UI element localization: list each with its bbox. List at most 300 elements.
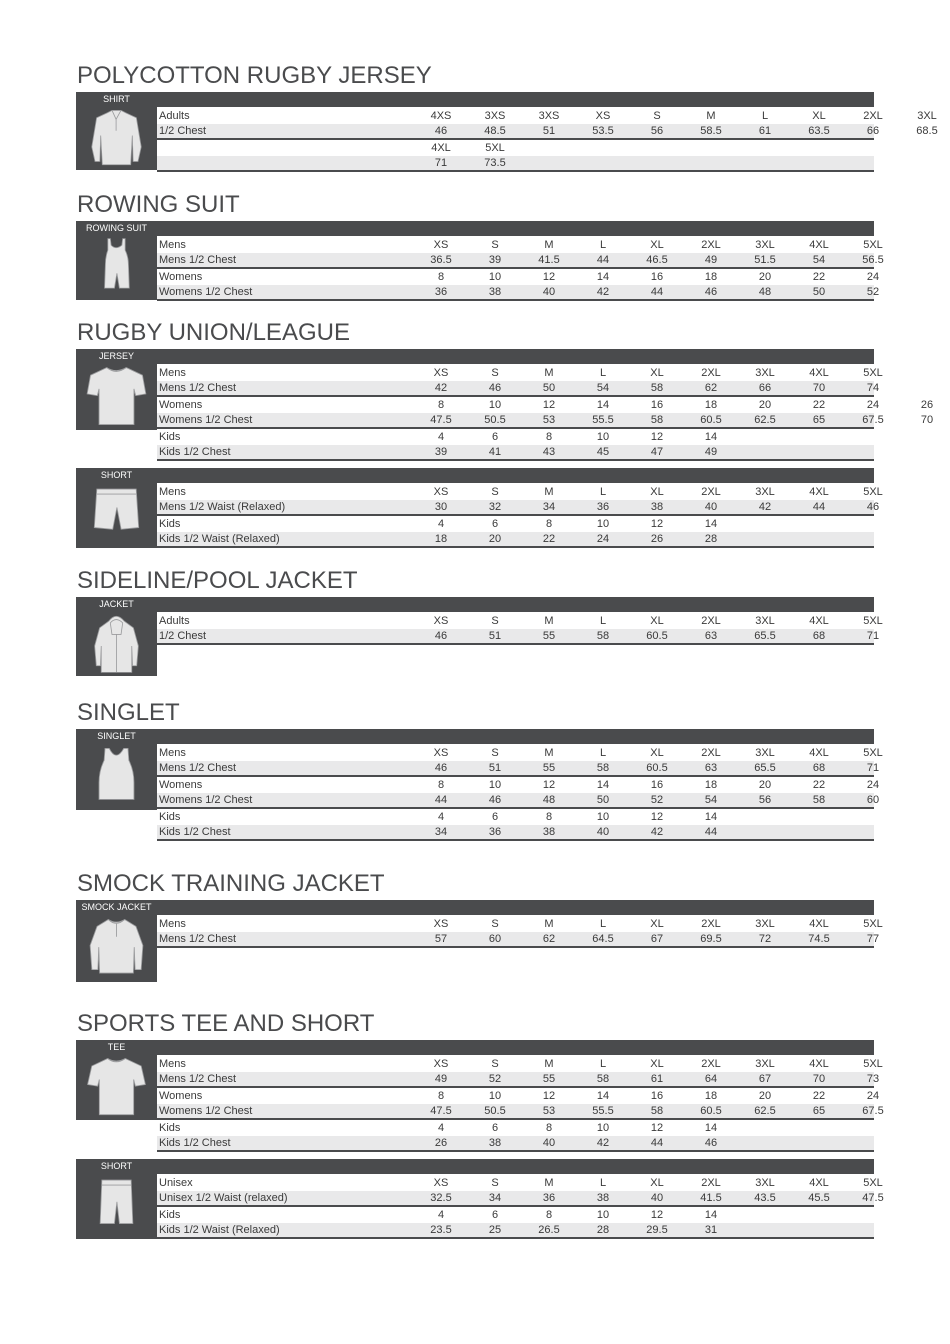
table-cell: 24	[866, 271, 880, 283]
row-label: Mens	[159, 486, 186, 498]
table-cell: 48	[542, 794, 556, 806]
row-label: Kids 1/2 Chest	[159, 446, 231, 458]
table-cell: 3XL	[755, 1058, 775, 1070]
table-cell: 12	[542, 779, 556, 791]
table-cell: 44	[650, 286, 664, 298]
table-cell: 56	[650, 125, 664, 137]
table-cell: 10	[488, 1090, 502, 1102]
garment-label: TEE	[107, 1042, 126, 1052]
table-row	[157, 500, 880, 516]
table-cell: 10	[488, 779, 502, 791]
table-cell: 2XL	[701, 747, 721, 759]
table-cell: 3XL	[755, 239, 775, 251]
table-cell: 18	[434, 533, 448, 545]
tee-shirt-icon	[79, 1056, 154, 1123]
row-label: Womens	[159, 399, 203, 411]
table-cell: 55	[542, 762, 556, 774]
table-cell: 36	[488, 826, 502, 838]
table-cell: 58	[812, 794, 826, 806]
table-cell: 5XL	[863, 239, 883, 251]
table-cell: 44	[650, 1137, 664, 1149]
row-label: Kids	[159, 811, 181, 823]
table-row	[157, 1088, 880, 1104]
table-cell: XS	[595, 110, 611, 122]
table-cell: 58	[596, 1073, 610, 1085]
table-cell: 51	[488, 762, 502, 774]
table-cell: 42	[434, 382, 448, 394]
table-cell: 50	[812, 286, 826, 298]
table-cell: 40	[542, 286, 556, 298]
garment-label: SHORT	[100, 1161, 133, 1171]
table-cell: XL	[650, 615, 664, 627]
section-title: RUGBY UNION/LEAGUE	[77, 319, 350, 346]
table-row	[157, 124, 938, 140]
table-cell: XS	[433, 367, 449, 379]
table-cell: 12	[542, 1090, 556, 1102]
table-cell: 44	[704, 826, 718, 838]
table-cell: 43.5	[754, 1192, 776, 1204]
row-label: Mens 1/2 Chest	[159, 933, 237, 945]
table-cell: 55.5	[592, 1105, 614, 1117]
table-cell: 3XL	[755, 1177, 775, 1189]
table-cell: 46.5	[646, 254, 668, 266]
table-cell: 68.5	[916, 125, 938, 137]
table-cell: 4	[437, 1209, 445, 1221]
row-label: Mens	[159, 239, 186, 251]
table-cell: 50	[596, 794, 610, 806]
table-cell: S	[491, 239, 499, 251]
table-cell: 5XL	[485, 142, 505, 154]
table-cell: 20	[488, 533, 502, 545]
table-cell: 2XL	[701, 1058, 721, 1070]
table-cell: 6	[491, 1122, 499, 1134]
table-cell: 34	[434, 826, 448, 838]
table-cell: 48	[758, 286, 772, 298]
garment-label: SHIRT	[103, 94, 130, 104]
table-cell: 4XL	[809, 1058, 829, 1070]
table-row	[157, 365, 883, 381]
row-label: 1/2 Chest	[159, 125, 207, 137]
table-row	[157, 1223, 874, 1239]
table-cell: 20	[758, 779, 772, 791]
table-row	[157, 429, 874, 445]
row-label: Kids	[159, 1209, 181, 1221]
table-cell: 56.5	[862, 254, 884, 266]
table-cell: 56	[758, 794, 772, 806]
table-row	[157, 484, 883, 500]
table-cell: 51	[542, 125, 556, 137]
table-cell: 14	[596, 399, 610, 411]
size-rows	[157, 613, 883, 645]
size-rows	[157, 745, 883, 841]
row-label: Kids 1/2 Waist (Relaxed)	[159, 533, 280, 545]
table-cell: 32.5	[430, 1192, 452, 1204]
table-cell: 12	[650, 431, 664, 443]
table-cell: 24	[866, 779, 880, 791]
row-label: Womens	[159, 779, 203, 791]
section-title: POLYCOTTON RUGBY JERSEY	[77, 62, 432, 89]
table-cell: L	[599, 239, 607, 251]
table-cell: 10	[488, 271, 502, 283]
table-row	[157, 809, 874, 825]
table-cell: XL	[650, 1177, 664, 1189]
table-cell: 46	[704, 286, 718, 298]
table-cell: 67.5	[862, 414, 884, 426]
table-cell: XL	[812, 110, 826, 122]
table-cell: XL	[650, 367, 664, 379]
table-cell: 6	[491, 518, 499, 530]
table-cell: S	[491, 367, 499, 379]
table-cell: 26	[650, 533, 664, 545]
table-cell: 47.5	[430, 1105, 452, 1117]
table-cell: 2XL	[701, 486, 721, 498]
table-cell: 12	[542, 399, 556, 411]
table-cell: 60.5	[700, 414, 722, 426]
table-cell: 12	[650, 518, 664, 530]
table-cell: 38	[488, 1137, 502, 1149]
table-cell: 65.5	[754, 630, 776, 642]
table-cell: S	[491, 918, 499, 930]
table-cell: 62.5	[754, 1105, 776, 1117]
table-cell: 4XS	[430, 110, 452, 122]
table-cell: 49	[704, 254, 718, 266]
table-row	[157, 613, 883, 629]
table-cell: 42	[650, 826, 664, 838]
table-cell: XS	[433, 1177, 449, 1189]
row-label: Mens 1/2 Chest	[159, 382, 237, 394]
rugby-jersey-icon	[79, 365, 154, 433]
table-cell: 65.5	[754, 762, 776, 774]
row-label: Mens 1/2 Waist (Relaxed)	[159, 501, 286, 513]
table-cell: 46	[488, 794, 502, 806]
table-cell: 22	[812, 779, 826, 791]
table-cell: 42	[596, 1137, 610, 1149]
table-row	[157, 156, 874, 172]
table-cell: 58	[650, 382, 664, 394]
table-cell: 65	[812, 1105, 826, 1117]
row-label: Adults	[159, 615, 190, 627]
table-cell: 12	[650, 811, 664, 823]
rowing-suit-icon	[79, 237, 154, 303]
section-title: SIDELINE/POOL JACKET	[77, 567, 358, 594]
table-cell: 66	[758, 382, 772, 394]
table-cell: 41.5	[538, 254, 560, 266]
table-cell: 31	[704, 1224, 718, 1236]
table-cell: 3XL	[755, 486, 775, 498]
table-cell: 14	[596, 271, 610, 283]
row-label: Womens 1/2 Chest	[159, 794, 253, 806]
table-header-bar	[76, 221, 874, 236]
table-cell: 46	[704, 1137, 718, 1149]
table-cell: 26	[920, 399, 934, 411]
table-cell: 4	[437, 518, 445, 530]
table-cell: 51.5	[754, 254, 776, 266]
table-cell: 20	[758, 271, 772, 283]
table-cell: 38	[542, 826, 556, 838]
table-row	[157, 445, 874, 461]
table-cell: 3XL	[755, 615, 775, 627]
table-cell: 29.5	[646, 1224, 668, 1236]
garment-panel	[76, 349, 157, 430]
table-cell: 71	[434, 157, 448, 169]
section-title: SINGLET	[77, 699, 180, 726]
row-label: Mens	[159, 367, 186, 379]
table-cell: 4XL	[809, 918, 829, 930]
table-row	[157, 1136, 874, 1152]
table-header-bar	[76, 900, 874, 915]
table-cell: XS	[433, 918, 449, 930]
table-cell: 2XL	[701, 367, 721, 379]
row-label: Kids 1/2 Chest	[159, 826, 231, 838]
table-row	[157, 1207, 874, 1223]
garment-panel	[76, 1040, 157, 1120]
table-cell: M	[544, 486, 554, 498]
table-cell: 73.5	[484, 157, 506, 169]
size-rows	[157, 916, 883, 948]
table-cell: 77	[866, 933, 880, 945]
table-header-bar	[76, 92, 874, 107]
table-cell: XS	[433, 615, 449, 627]
row-label: Adults	[159, 110, 190, 122]
table-cell: 38	[596, 1192, 610, 1204]
table-cell: L	[599, 486, 607, 498]
table-cell: 8	[437, 779, 445, 791]
table-cell: 28	[596, 1224, 610, 1236]
table-cell: L	[599, 1058, 607, 1070]
table-cell: 2XL	[701, 239, 721, 251]
table-cell: 5XL	[863, 918, 883, 930]
table-cell: 36	[596, 501, 610, 513]
table-header-bar	[76, 1040, 874, 1055]
table-cell: 26.5	[538, 1224, 560, 1236]
row-label: Kids 1/2 Waist (Relaxed)	[159, 1224, 280, 1236]
table-cell: 72	[758, 933, 772, 945]
table-cell: M	[544, 239, 554, 251]
table-cell: 36.5	[430, 254, 452, 266]
table-cell: 22	[542, 533, 556, 545]
table-cell: 63.5	[808, 125, 830, 137]
table-cell: 6	[491, 1209, 499, 1221]
table-cell: 18	[704, 779, 718, 791]
table-cell: 46	[434, 762, 448, 774]
table-cell: 23.5	[430, 1224, 452, 1236]
table-cell: M	[544, 1177, 554, 1189]
table-cell: 18	[704, 399, 718, 411]
table-cell: XS	[433, 1058, 449, 1070]
table-cell: 45.5	[808, 1192, 830, 1204]
table-cell: 65	[812, 414, 826, 426]
row-label: Womens	[159, 1090, 203, 1102]
table-cell: 41	[488, 446, 502, 458]
table-cell: 47	[650, 446, 664, 458]
table-cell: S	[653, 110, 661, 122]
table-cell: 51	[488, 630, 502, 642]
table-cell: 60.5	[700, 1105, 722, 1117]
table-cell: S	[491, 486, 499, 498]
row-label: Womens 1/2 Chest	[159, 1105, 253, 1117]
table-cell: 10	[596, 1122, 610, 1134]
table-row	[157, 381, 880, 397]
table-cell: 40	[542, 1137, 556, 1149]
table-row	[157, 1175, 883, 1191]
table-cell: 62	[542, 933, 556, 945]
table-cell: 60.5	[646, 762, 668, 774]
table-cell: L	[599, 918, 607, 930]
table-cell: 36	[542, 1192, 556, 1204]
table-cell: 14	[596, 779, 610, 791]
table-cell: S	[491, 615, 499, 627]
table-cell: 4XL	[809, 239, 829, 251]
table-cell: 62.5	[754, 414, 776, 426]
section-title: SPORTS TEE AND SHORT	[77, 1010, 375, 1037]
table-cell: 40	[704, 501, 718, 513]
table-row	[157, 253, 884, 269]
table-cell: 34	[542, 501, 556, 513]
table-cell: 16	[650, 1090, 664, 1102]
table-row	[157, 629, 880, 645]
smock-jacket-icon	[79, 916, 154, 985]
garment-panel	[76, 1159, 157, 1239]
table-row	[157, 1072, 880, 1088]
table-cell: 2XL	[701, 615, 721, 627]
table-cell: 58	[596, 762, 610, 774]
table-cell: 40	[650, 1192, 664, 1204]
table-row	[157, 932, 880, 948]
table-cell: 58	[596, 630, 610, 642]
table-row	[157, 397, 934, 413]
table-cell: 14	[704, 811, 718, 823]
table-cell: 46	[866, 501, 880, 513]
table-cell: 55	[542, 630, 556, 642]
table-row	[157, 1056, 883, 1072]
size-rows	[157, 108, 938, 172]
table-cell: 5XL	[863, 1177, 883, 1189]
table-row	[157, 269, 880, 285]
table-cell: 10	[596, 1209, 610, 1221]
table-row	[157, 1120, 874, 1136]
sports-short-icon	[79, 1175, 154, 1242]
table-row	[157, 285, 880, 301]
table-cell: 20	[758, 399, 772, 411]
row-label: Mens	[159, 918, 186, 930]
table-cell: 52	[866, 286, 880, 298]
table-cell: 68	[812, 630, 826, 642]
table-cell: 61	[758, 125, 772, 137]
table-cell: 34	[488, 1192, 502, 1204]
table-cell: 10	[596, 518, 610, 530]
table-cell: L	[599, 367, 607, 379]
size-rows	[157, 484, 883, 548]
table-cell: 8	[437, 1090, 445, 1102]
table-cell: 8	[545, 431, 553, 443]
table-cell: 54	[596, 382, 610, 394]
table-cell: 54	[812, 254, 826, 266]
table-cell: 53	[542, 1105, 556, 1117]
table-cell: 53.5	[592, 125, 614, 137]
table-cell: M	[544, 1058, 554, 1070]
table-cell: XL	[650, 747, 664, 759]
table-cell: 16	[650, 779, 664, 791]
table-cell: 44	[596, 254, 610, 266]
garment-label: JERSEY	[98, 351, 134, 361]
table-cell: 8	[545, 518, 553, 530]
table-cell: 3XL	[755, 747, 775, 759]
table-row	[157, 745, 883, 761]
table-cell: 25	[488, 1224, 502, 1236]
table-cell: L	[599, 615, 607, 627]
table-cell: 43	[542, 446, 556, 458]
table-cell: 14	[704, 1122, 718, 1134]
table-cell: 8	[545, 811, 553, 823]
row-label: Kids	[159, 431, 181, 443]
table-cell: 18	[704, 1090, 718, 1102]
table-cell: M	[706, 110, 716, 122]
table-cell: 6	[491, 811, 499, 823]
table-cell: XS	[433, 747, 449, 759]
row-label: Womens	[159, 271, 203, 283]
table-cell: 70	[812, 1073, 826, 1085]
section-title: SMOCK TRAINING JACKET	[77, 870, 385, 897]
row-label: Womens 1/2 Chest	[159, 414, 253, 426]
table-cell: 67.5	[862, 1105, 884, 1117]
table-cell: XS	[433, 486, 449, 498]
table-cell: 6	[491, 431, 499, 443]
table-cell: 30	[434, 501, 448, 513]
table-cell: 4XL	[809, 747, 829, 759]
table-cell: 4	[437, 431, 445, 443]
table-cell: 5XL	[863, 486, 883, 498]
table-cell: 24	[866, 1090, 880, 1102]
table-cell: 50	[542, 382, 556, 394]
table-cell: 67	[758, 1073, 772, 1085]
row-label: Mens 1/2 Chest	[159, 1073, 237, 1085]
garment-panel	[76, 468, 157, 548]
table-cell: 74	[866, 382, 880, 394]
table-cell: 42	[596, 286, 610, 298]
table-row	[157, 1104, 884, 1120]
table-cell: 46	[434, 630, 448, 642]
table-cell: 63	[704, 630, 718, 642]
table-cell: 47.5	[430, 414, 452, 426]
garment-label: SHORT	[100, 470, 133, 480]
table-cell: 52	[488, 1073, 502, 1085]
table-cell: 67	[650, 933, 664, 945]
table-row	[157, 1191, 884, 1207]
table-cell: 49	[434, 1073, 448, 1085]
garment-label: SMOCK JACKET	[81, 902, 152, 912]
table-row	[157, 916, 883, 932]
garment-panel	[76, 92, 157, 170]
table-cell: 32	[488, 501, 502, 513]
garment-label: JACKET	[99, 599, 134, 609]
table-cell: M	[544, 747, 554, 759]
table-cell: 54	[704, 794, 718, 806]
table-cell: 5XL	[863, 615, 883, 627]
table-cell: 14	[704, 431, 718, 443]
table-cell: 62	[704, 382, 718, 394]
table-cell: 70	[920, 414, 934, 426]
size-rows	[157, 1056, 884, 1152]
row-label: Womens 1/2 Chest	[159, 286, 253, 298]
table-cell: 40	[596, 826, 610, 838]
table-cell: 4	[437, 811, 445, 823]
table-cell: 47.5	[862, 1192, 884, 1204]
table-cell: 5XL	[863, 367, 883, 379]
table-cell: 12	[650, 1209, 664, 1221]
table-cell: 46	[434, 125, 448, 137]
size-rows	[157, 237, 884, 301]
table-cell: 10	[596, 811, 610, 823]
